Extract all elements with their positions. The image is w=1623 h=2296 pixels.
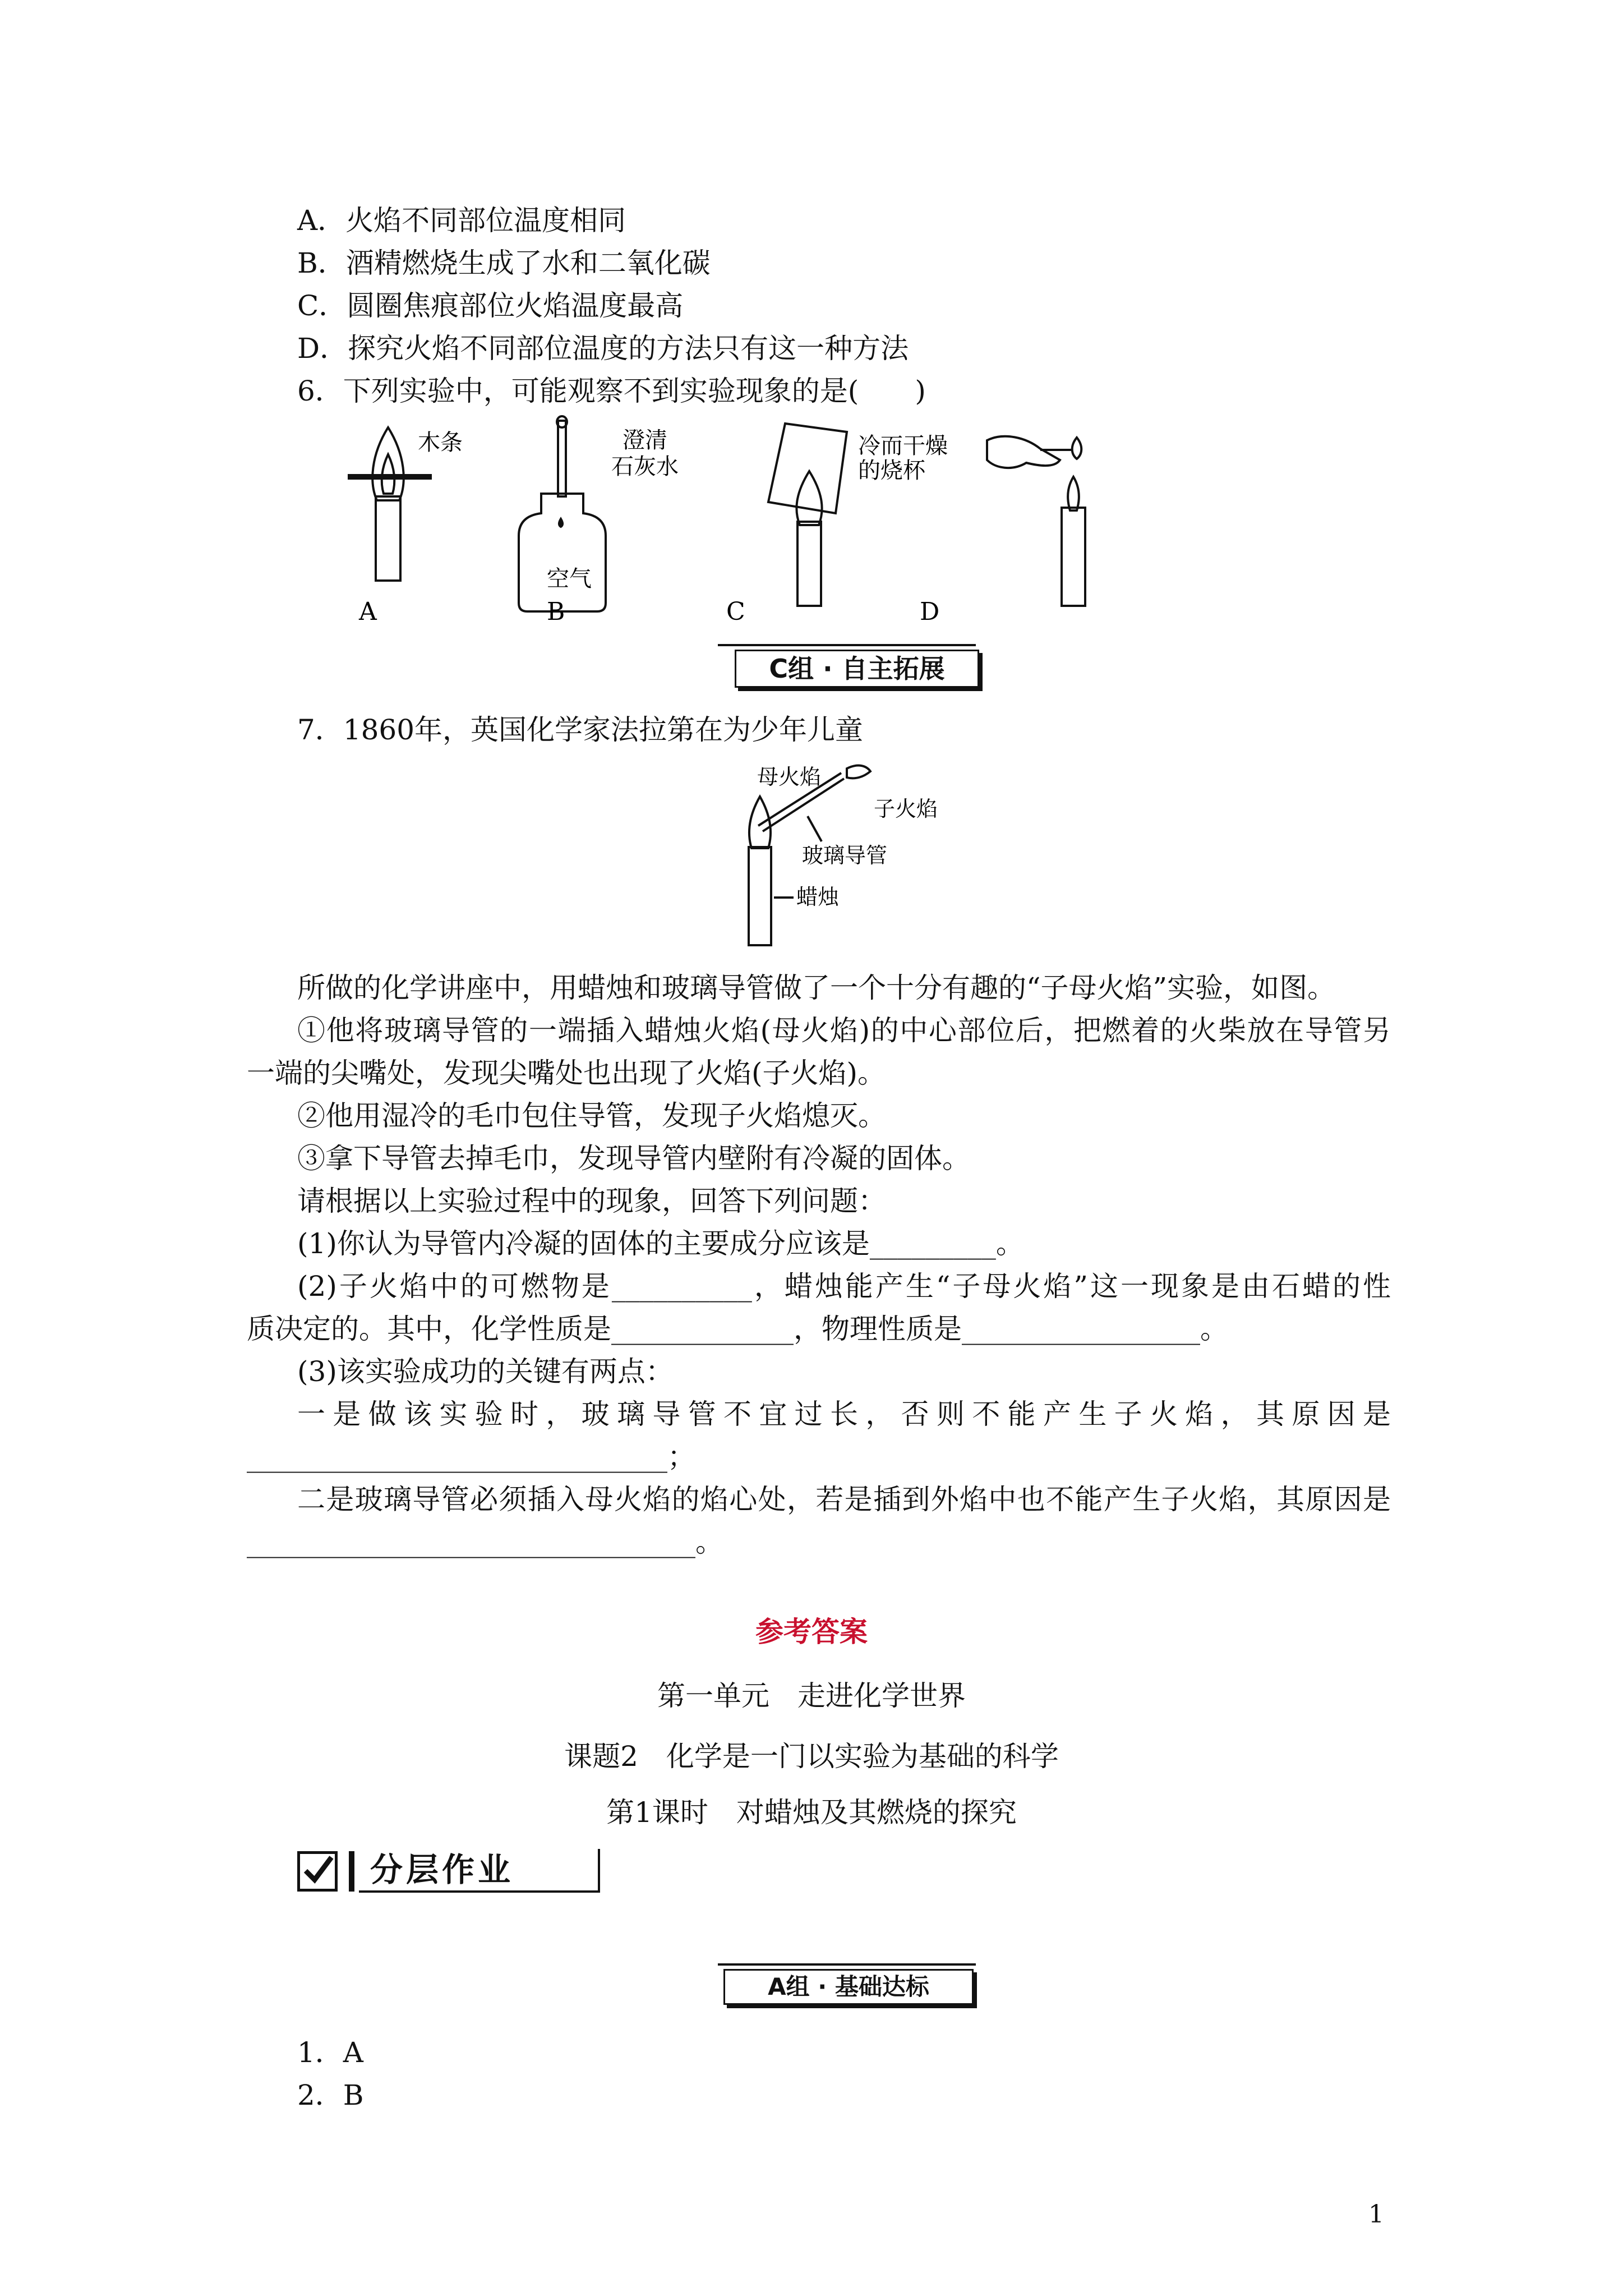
option-letter-b: B [547,597,565,626]
checkbox-icon [297,1851,338,1892]
q7-sub3-1a: 一是做该实验时，玻璃导管不宜过长，否则不能产生子火焰，其原因是 [297,1398,1391,1430]
option-letter-d: D [920,597,940,626]
q7-sub1: (1)你认为导管内冷凝的固体的主要成分应该是_________。 [297,1227,1024,1260]
section-c-banner: C组 · 自主拓展 [735,650,979,688]
label-candle: 蜡烛 [796,885,840,909]
q7-sub3: (3)该实验成功的关键有两点： [297,1355,674,1388]
q7-step1-a: ①他将玻璃导管的一端插入蜡烛火焰(母火焰)的中心部位后，把燃着的火柴放在导管另 [297,1014,1391,1047]
q5-option-a: A．火焰不同部位温度相同 [297,204,626,237]
label-limewater-2: 石灰水 [611,454,679,480]
label-air: 空气 [547,566,592,592]
section-rule [718,644,976,646]
layered-homework-banner: 分层作业 [359,1849,600,1893]
q7-prompt: 请根据以上实验过程中的现象，回答下列问题： [297,1185,886,1217]
label-glass-tube: 玻璃导管 [802,843,888,868]
page-number: 1 [1368,2200,1384,2229]
q5-option-b: B．酒精燃烧生成了水和二氧化碳 [297,247,711,279]
answer-1: 1．A [297,2036,363,2069]
option-letter-a: A [359,597,377,626]
label-limewater-1: 澄清 [623,427,667,453]
q7-sub2-a: (2)子火焰中的可燃物是__________，蜡烛能产生“子母火焰”这一现象是由石蜡的性 [297,1270,1391,1303]
q7-step3: ③拿下导管去掉毛巾，发现导管内壁附有冷凝的固体。 [297,1142,970,1175]
q7-intro: 7．1860年，英国化学家法拉第在为少年儿童 [297,714,864,746]
label-beaker-2: 的烧杯 [858,458,925,484]
q7-sub2-b: 质决定的。其中，化学性质是_____________，物理性质是_________________。 [247,1313,1228,1345]
q6-stem: 6．下列实验中，可能观察不到实验现象的是( ) [297,375,926,407]
figure-c-candle-with-beaker [768,424,847,606]
q7-step2: ②他用湿冷的毛巾包住导管，发现子火焰熄灭。 [297,1099,886,1132]
label-mother-flame: 母火焰 [757,765,822,789]
answers-heading: 参考答案 [755,1615,868,1648]
answer-2: 2．B [297,2079,364,2111]
answers-topic: 课题2 化学是一门以实验为基础的科学 [564,1740,1059,1773]
group-a-rule [718,1963,976,1966]
group-a-banner: A组 · 基础达标 [723,1969,974,2005]
q7-sub3-2b: ________________________________。 [247,1526,723,1558]
answers-lesson: 第1课时 对蜡烛及其燃烧的探究 [606,1796,1017,1829]
figure-d-hand-and-candle [987,436,1085,606]
answers-unit: 第一单元 走进化学世界 [657,1680,966,1712]
label-child-flame: 子火焰 [874,797,938,821]
q5-option-c: C．圆圈焦痕部位火焰温度最高 [297,289,684,322]
q7-sub3-2a: 二是玻璃导管必须插入母火焰的焰心处，若是插到外焰中也不能产生子火焰，其原因是 [297,1483,1391,1516]
banner-bar [349,1851,354,1892]
label-beaker-1: 冷而干燥 [858,433,948,459]
q7-figure [723,763,981,954]
option-letter-c: C [726,597,745,626]
q7-para1: 所做的化学讲座中，用蜡烛和玻璃导管做了一个十分有趣的“子母火焰”实验，如图。 [297,972,1336,1004]
q6-figure [325,415,1122,628]
label-wood: 木条 [418,430,463,455]
q5-option-d: D．探究火焰不同部位温度的方法只有这一种方法 [297,332,909,365]
q7-step1-b: 一端的尖嘴处，发现尖嘴处也出现了火焰(子火焰)。 [247,1057,886,1089]
q7-sub3-1b: ______________________________； [247,1441,695,1473]
